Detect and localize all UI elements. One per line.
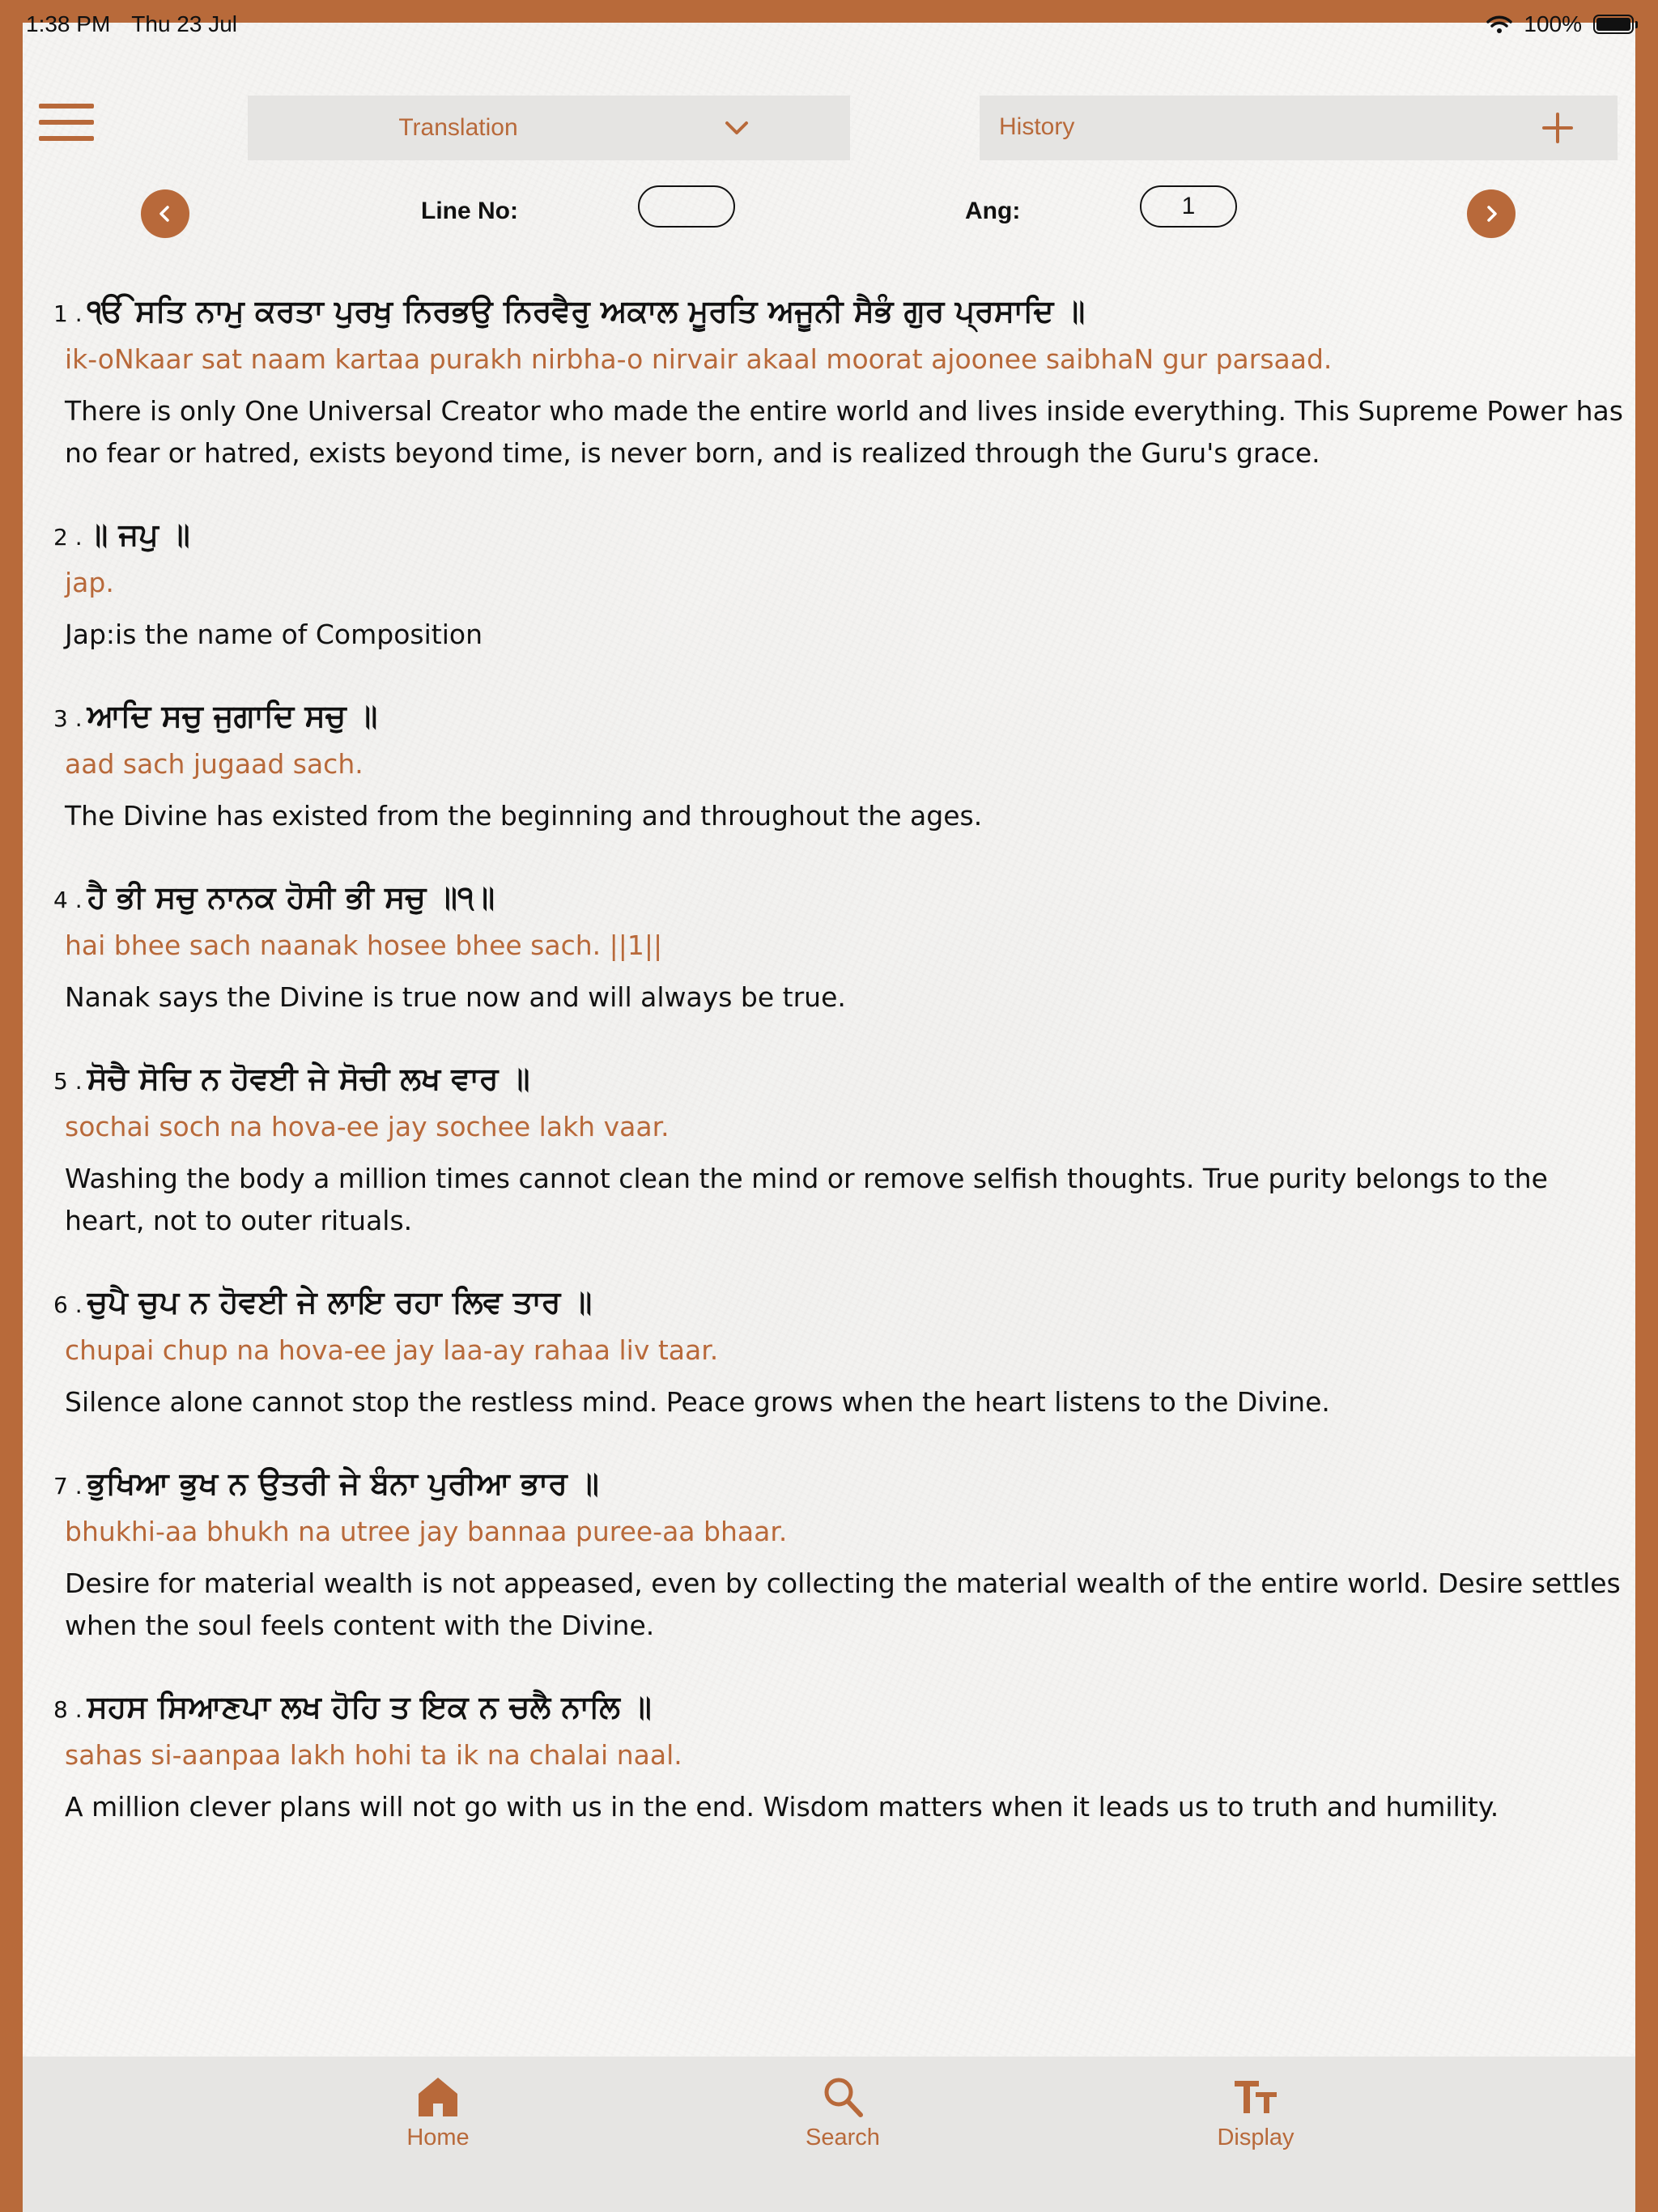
verse-gurmukhi [53,878,495,920]
verse-gurmukhi [53,1283,592,1325]
verse-translation: A million clever plans will not go with us in the end. Wisdom matters when it leads us to truth and humility. [65,1791,1499,1823]
verse-number: 6 . [53,1291,83,1318]
verse-transliteration: ik-oNkaar sat naam kartaa purakh nirbha-o nirvair akaal moorat ajoonee saibhaN gur parsaad. [65,343,1333,375]
verse-gurmukhi-text: ਸੋਚੈ ਸੋਚਿ ਨ ਹੋਵਈ ਜੇ ਸੋਚੀ ਲਖ ਵਾਰ ॥ [87,1061,530,1096]
previous-page-button[interactable] [141,189,189,238]
translation-dropdown[interactable] [248,96,850,160]
search-icon [820,2074,865,2120]
chevron-right-icon [1479,202,1503,226]
line-no-input[interactable] [638,185,735,228]
verse-transliteration: sahas si-aanpaa lakh hohi ta ik na chalai naal. [65,1739,682,1771]
verse-gurmukhi [53,696,377,738]
verse-translation: Washing the body a million times cannot clean the mind or remove selfish thoughts. True purity belongs to the heart, not to outer rituals. [65,1163,1548,1236]
menu-line [39,120,94,125]
chevron-down-icon [722,113,751,143]
battery-percent: 100% [1524,11,1582,36]
status-left [26,11,237,37]
app-frame [23,23,1635,2212]
wifi-icon [1486,15,1512,34]
verse-gurmukhi-text: ਹੈ ਭੀ ਸਚੁ ਨਾਨਕ ਹੋਸੀ ਭੀ ਸਚੁ ॥੧॥ [87,879,495,915]
text-size-icon [1233,2074,1278,2120]
ang-label: Ang: [965,198,1021,224]
verse-translation: Jap:is the name of Composition [65,619,483,650]
status-date: Thu 23 Jul [131,11,238,36]
verse-gurmukhi-text: ॥ ਜਪੁ ॥ [87,517,190,552]
verse-number: 8 . [53,1696,83,1723]
verse-translation: Silence alone cannot stop the restless mind. Peace grows when the heart listens to the Divine. [65,1386,1330,1418]
menu-button[interactable] [39,104,96,149]
translation-dropdown-label: Translation [398,114,518,141]
tab-display[interactable] [1175,2074,1337,2163]
verse-transliteration: jap. [65,567,114,598]
verse-transliteration: sochai soch na hova-ee jay sochee lakh vaar. [65,1111,670,1142]
status-time: 1:38 PM [26,11,111,36]
verse-transliteration: bhukhi-aa bhukh na utree jay bannaa puree-aa bhaar. [65,1516,788,1547]
history-label: History [999,113,1075,140]
verse-number: 5 . [53,1068,83,1095]
verse-gurmukhi-text: ਭੁਖਿਆ ਭੁਖ ਨ ਉਤਰੀ ਜੇ ਬੰਨਾ ਪੁਰੀਆ ਭਾਰ ॥ [87,1465,599,1501]
verse-number: 2 . [53,524,83,551]
verse-translation: There is only One Universal Creator who made the entire world and lives inside everything. This Supreme Power has no fear or hatred, exists beyond time, is never born, and is realized through the Guru's grace. [65,395,1623,469]
next-page-button[interactable] [1467,189,1516,238]
tab-label: Display [1217,2125,1295,2150]
history-bar[interactable] [980,96,1618,160]
plus-icon[interactable] [1541,112,1574,144]
battery-icon [1593,15,1634,34]
verse-gurmukhi-text: ਚੁਪੈ ਚੁਪ ਨ ਹੋਵਈ ਜੇ ਲਾਇ ਰਹਾ ਲਿਵ ਤਾਰ ॥ [87,1284,593,1320]
line-no-label: Line No: [421,198,518,224]
menu-line [39,136,94,141]
verse-number: 1 . [53,300,83,327]
verse-translation: The Divine has existed from the beginning and throughout the ages. [65,800,983,832]
verse-gurmukhi [53,1464,599,1506]
tab-home[interactable] [357,2074,519,2163]
verse-transliteration: chupai chup na hova-ee jay laa-ay rahaa liv taar. [65,1334,719,1366]
ang-input[interactable]: 1 [1140,185,1237,228]
verse-gurmukhi [53,1059,529,1101]
status-bar [0,0,1658,49]
verse-transliteration: hai bhee sach naanak hosee bhee sach. ||1|| [65,929,663,961]
verse-gurmukhi [53,515,190,557]
verse-translation: Nanak says the Divine is true now and will always be true. [65,981,846,1013]
verse-number: 7 . [53,1473,83,1499]
verse-gurmukhi [53,1687,652,1729]
verse-number: 3 . [53,705,83,732]
home-icon [415,2074,461,2120]
verse-transliteration: aad sach jugaad sach. [65,748,363,780]
tab-label: Search [806,2125,880,2150]
bottom-tab-bar [23,2057,1635,2212]
tab-search[interactable] [762,2074,924,2163]
verse-translation: Desire for material wealth is not appeased, even by collecting the material wealth of the entire world. Desire settles when the soul feels content with the Divine. [65,1568,1621,1641]
verse-gurmukhi-text: ਆਦਿ ਸਚੁ ਜੁਗਾਦਿ ਸਚੁ ॥ [87,698,378,734]
status-right [1486,11,1634,37]
verse-gurmukhi-text: ਸਹਸ ਸਿਆਣਪਾ ਲਖ ਹੋਹਿ ਤ ਇਕ ਨ ਚਲੈ ਨਾਲਿ ॥ [87,1689,652,1725]
tab-label: Home [406,2125,470,2150]
verse-number: 4 . [53,887,83,913]
menu-line [39,104,94,108]
verse-gurmukhi-text: ੴ ਸਤਿ ਨਾਮੁ ਕਰਤਾ ਪੁਰਖੁ ਨਿਰਭਉ ਨਿਰਵੈਰੁ ਅਕਾਲ ਮੂਰਤਿ ਅਜੂਨੀ ਸੈਭੰ ਗੁਰ ਪ੍ਰਸਾਦਿ ॥ [87,293,1086,329]
chevron-left-icon [153,202,177,226]
verse-gurmukhi [53,291,1085,334]
